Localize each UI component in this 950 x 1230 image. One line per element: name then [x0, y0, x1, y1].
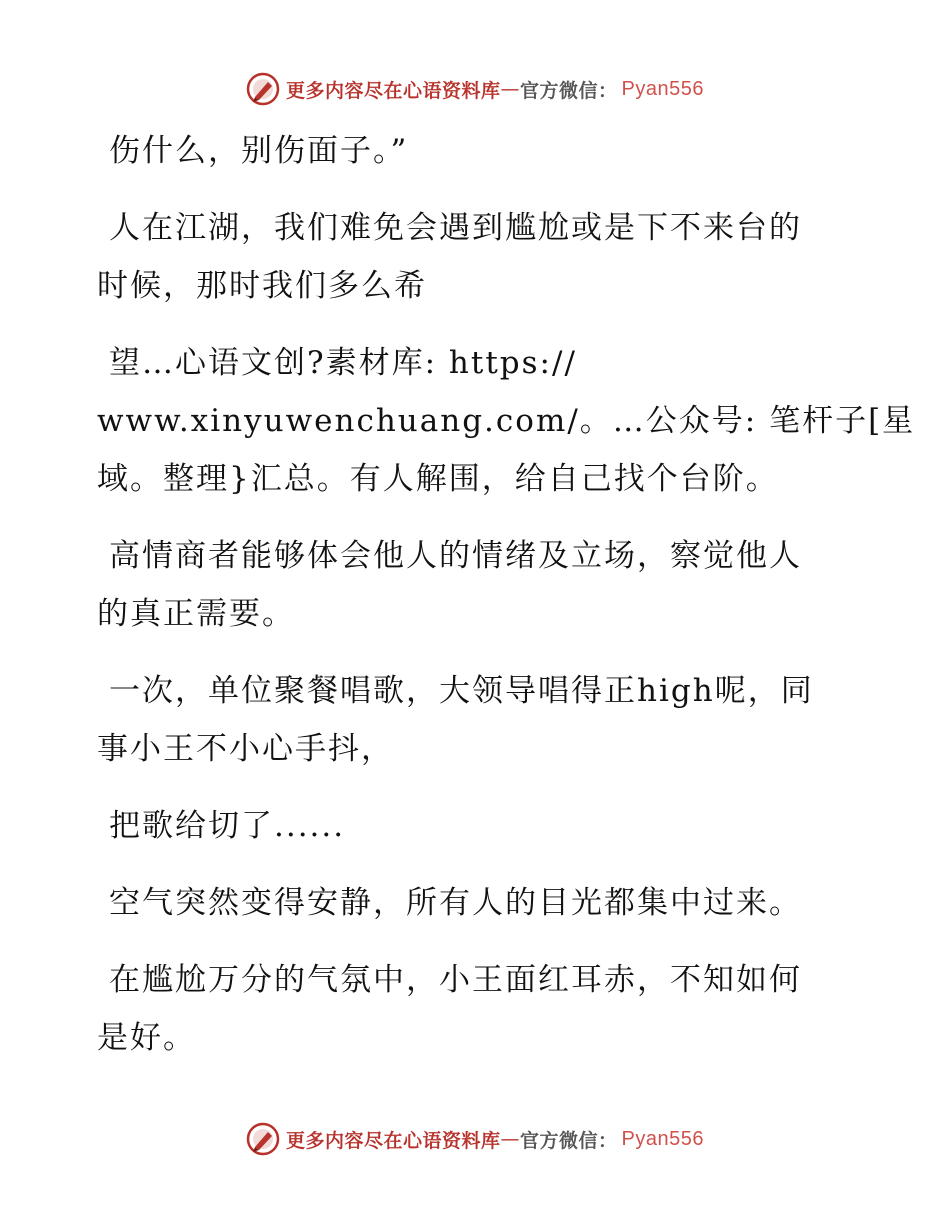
banner-wechat-id: Pyan556: [621, 1127, 704, 1150]
banner-dash: —: [500, 78, 521, 100]
paragraph-line: 域。整理}汇总。有人解围，给自己找个台阶。: [97, 461, 779, 497]
paragraph-line: 是好。: [97, 1020, 196, 1056]
paragraph-line: 空气突然变得安静，所有人的目光都集中过来。: [109, 885, 802, 921]
paragraph-6: [97, 797, 857, 855]
pen-nib-logo-icon: [246, 72, 280, 106]
header-watermark-banner: [0, 72, 950, 106]
paragraph-3: [97, 334, 916, 508]
pen-nib-logo-icon: [246, 1122, 280, 1156]
banner-wechat-id: Pyan556: [621, 77, 704, 100]
banner-dash: —: [500, 1128, 521, 1150]
paragraph-1: [97, 122, 857, 180]
paragraph-line: 的真正需要。: [97, 596, 295, 632]
paragraph-line: 人在江湖，我们难免会遇到尴尬或是下不来台的: [109, 210, 802, 246]
paragraph-line: 时候，那时我们多么希: [97, 268, 427, 304]
paragraph-5: [97, 662, 857, 778]
paragraph-line: 高情商者能够体会他人的情绪及立场，察觉他人: [109, 538, 802, 574]
banner-main-text: 更多内容尽在心语资料库: [286, 79, 501, 102]
paragraph-line: www.xinyuwenchuang.com/。…公众号: 笔杆子[星: [97, 403, 916, 439]
banner-main-text: 更多内容尽在心语资料库: [286, 1129, 501, 1152]
paragraph-2: [97, 199, 857, 315]
footer-watermark-banner: [0, 1122, 950, 1156]
document-body: [97, 122, 916, 1086]
paragraph-line: 把歌给切了......: [109, 808, 346, 844]
paragraph-4: [97, 527, 857, 643]
paragraph-line: 在尴尬万分的气氛中，小王面红耳赤，不知如何: [109, 962, 802, 998]
paragraph-line: 伤什么，别伤面子。”: [109, 133, 409, 169]
paragraph-line: 望…心语文创?素材库: https://: [109, 345, 577, 381]
paragraph-7: [97, 874, 857, 932]
paragraph-line: 一次，单位聚餐唱歌，大领导唱得正high呢，同: [109, 673, 814, 709]
paragraph-line: 事小王不小心手抖，: [97, 731, 394, 767]
banner-wechat-label: 官方微信：: [520, 79, 618, 102]
banner-wechat-label: 官方微信：: [520, 1129, 618, 1152]
paragraph-8: [97, 951, 857, 1067]
